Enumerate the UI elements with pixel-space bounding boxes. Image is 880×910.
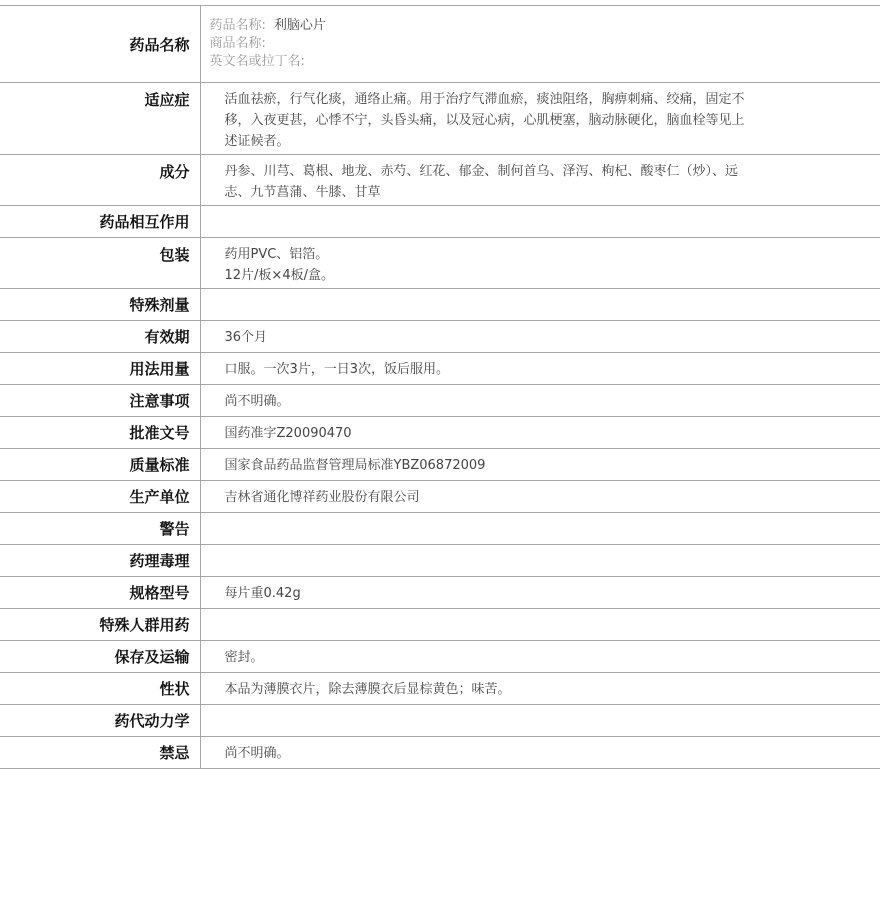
row-special-dosage bbox=[0, 289, 880, 321]
row-interactions bbox=[0, 206, 880, 238]
row-label: 保存及运输 bbox=[0, 641, 200, 673]
row-shelf-life bbox=[0, 321, 880, 353]
row-value: 活血祛瘀，行气化痰，通络止痛。用于治疗气滞血瘀，痰浊阻络，胸痹刺痛、绞痛，固定不 移，入夜更甚，心悸不宁，头昏头痛，以及冠心病，心肌梗塞，脑动脉硬化，脑血栓等见上 述证候者。 bbox=[200, 83, 880, 155]
row-label: 药理毒理 bbox=[0, 545, 200, 577]
row-label: 包装 bbox=[0, 238, 200, 289]
row-value: 36个月 bbox=[200, 321, 880, 353]
row-label: 禁忌 bbox=[0, 737, 200, 769]
trade-name-key: 商品名称: bbox=[209, 36, 266, 51]
row-label: 有效期 bbox=[0, 321, 200, 353]
row-value bbox=[200, 609, 880, 641]
row-pharmacology bbox=[0, 545, 880, 577]
row-label: 药代动力学 bbox=[0, 705, 200, 737]
row-contraindications bbox=[0, 737, 880, 769]
row-value bbox=[200, 289, 880, 321]
row-ingredients bbox=[0, 155, 880, 206]
row-value bbox=[200, 206, 880, 238]
row-label: 特殊人群用药 bbox=[0, 609, 200, 641]
row-label: 生产单位 bbox=[0, 481, 200, 513]
row-label: 注意事项 bbox=[0, 385, 200, 417]
row-label: 警告 bbox=[0, 513, 200, 545]
row-value: 尚不明确。 bbox=[200, 385, 880, 417]
drug-name-fields bbox=[201, 6, 880, 71]
row-value: 丹参、川芎、葛根、地龙、赤芍、红花、郁金、制何首乌、泽泻、枸杞、酸枣仁（炒）、远 志、九节菖蒲、牛膝、甘草 bbox=[200, 155, 880, 206]
row-label: 特殊剂量 bbox=[0, 289, 200, 321]
drug-name-value: 利脑心片 bbox=[273, 18, 326, 33]
row-value: 吉林省通化博祥药业股份有限公司 bbox=[200, 481, 880, 513]
row-precautions bbox=[0, 385, 880, 417]
row-packaging bbox=[0, 238, 880, 289]
drug-info-table bbox=[0, 5, 880, 769]
row-approval-number bbox=[0, 417, 880, 449]
row-label: 规格型号 bbox=[0, 577, 200, 609]
row-label: 药品相互作用 bbox=[0, 206, 200, 238]
row-value: 密封。 bbox=[200, 641, 880, 673]
row-description bbox=[0, 673, 880, 705]
row-label: 批准文号 bbox=[0, 417, 200, 449]
row-value: 口服。一次3片，一日3次，饭后服用。 bbox=[200, 353, 880, 385]
row-drug-name bbox=[0, 6, 880, 83]
row-indications bbox=[0, 83, 880, 155]
english-name-line bbox=[210, 53, 880, 71]
row-label: 适应症 bbox=[0, 83, 200, 155]
row-value bbox=[200, 6, 880, 83]
row-manufacturer bbox=[0, 481, 880, 513]
row-value: 国家食品药品监督管理局标准YBZ06872009 bbox=[200, 449, 880, 481]
row-label: 质量标准 bbox=[0, 449, 200, 481]
row-label: 药品名称 bbox=[0, 6, 200, 83]
row-value: 每片重0.42g bbox=[200, 577, 880, 609]
row-value bbox=[200, 705, 880, 737]
row-dosage bbox=[0, 353, 880, 385]
row-value bbox=[200, 513, 880, 545]
row-label: 性状 bbox=[0, 673, 200, 705]
english-name-value bbox=[305, 54, 313, 69]
row-label: 用法用量 bbox=[0, 353, 200, 385]
drug-name-line bbox=[210, 17, 880, 35]
drug-name-key: 药品名称: bbox=[209, 18, 266, 33]
row-quality-standard bbox=[0, 449, 880, 481]
english-name-key: 英文名或拉丁名: bbox=[209, 54, 305, 69]
row-warning bbox=[0, 513, 880, 545]
row-storage bbox=[0, 641, 880, 673]
trade-name-value bbox=[266, 36, 274, 51]
row-value: 国药准字Z20090470 bbox=[200, 417, 880, 449]
row-value: 本品为薄膜衣片，除去薄膜衣后显棕黄色；味苦。 bbox=[200, 673, 880, 705]
trade-name-line bbox=[210, 35, 880, 53]
row-pharmacokinetics bbox=[0, 705, 880, 737]
row-value: 药用PVC、铝箔。 12片/板×4板/盒。 bbox=[200, 238, 880, 289]
row-value bbox=[200, 545, 880, 577]
row-specification bbox=[0, 577, 880, 609]
row-value: 尚不明确。 bbox=[200, 737, 880, 769]
row-label: 成分 bbox=[0, 155, 200, 206]
row-special-populations bbox=[0, 609, 880, 641]
